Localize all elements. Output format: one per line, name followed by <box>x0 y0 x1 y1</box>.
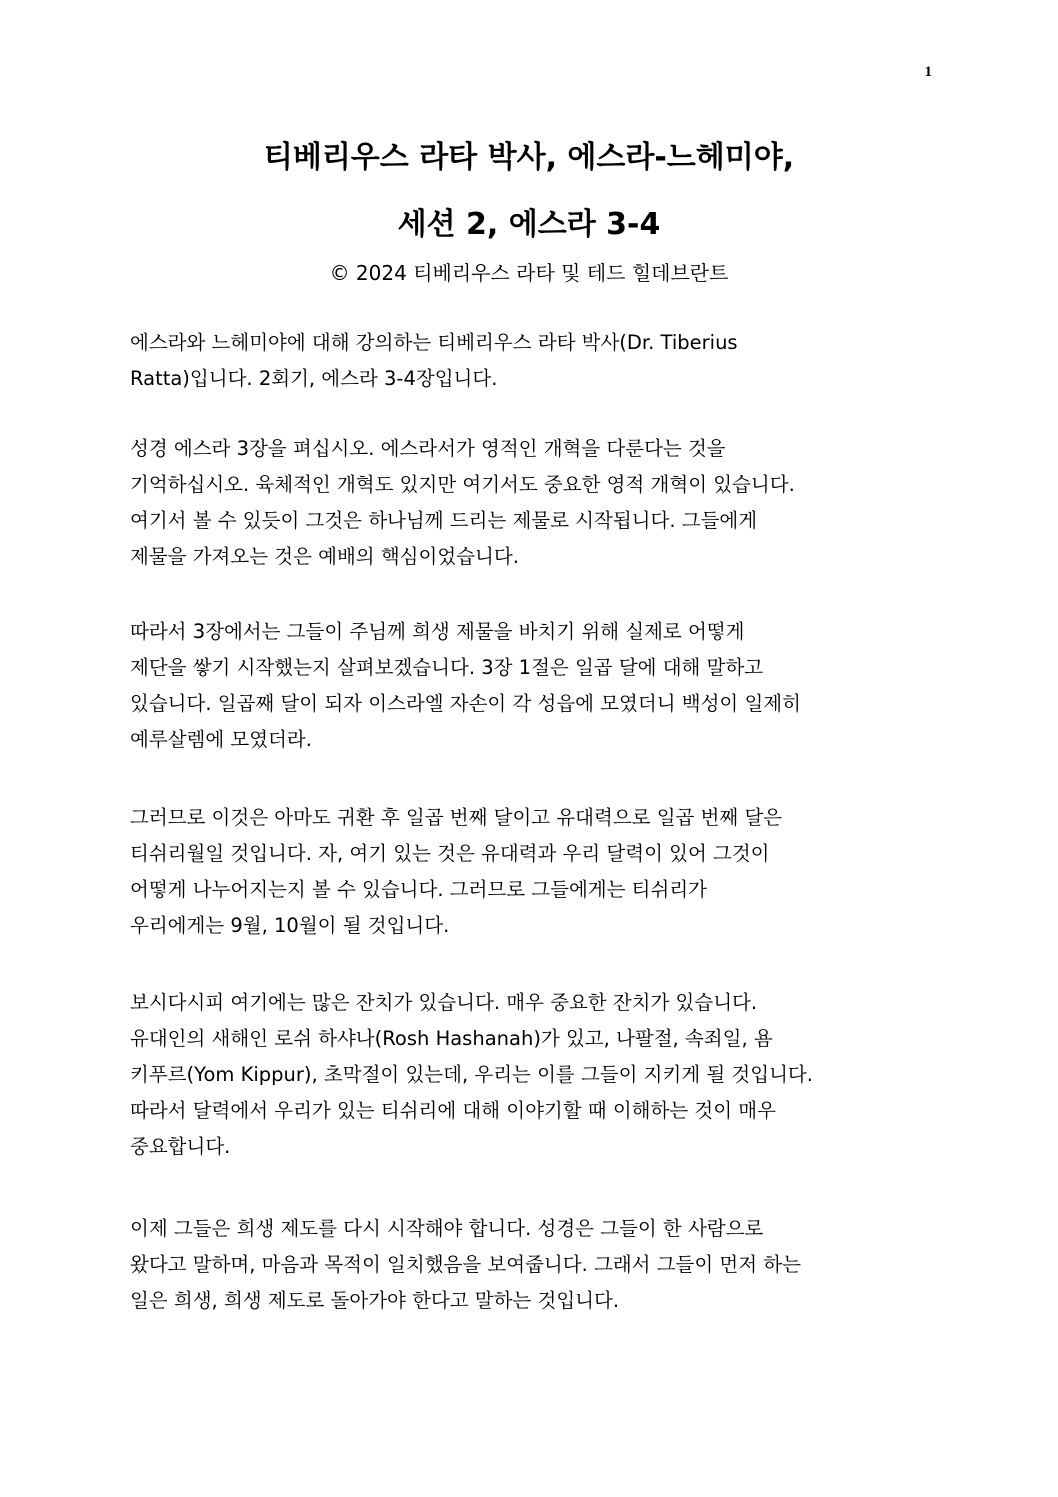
copyright-notice: © 2024 티베리우스 라타 및 테드 힐데브란트 <box>329 261 729 285</box>
text-line: 왔다고 말하며, 마음과 목적이 일치했음을 보여줍니다. 그래서 그들이 먼저 하는 <box>130 1253 801 1276</box>
text-line: 어떻게 나누어지는지 볼 수 있습니다. 그러므로 그들에게는 티쉬리가 <box>130 878 708 901</box>
paragraph <box>130 614 930 758</box>
text-line: 있습니다. 일곱째 달이 되자 이스라엘 자손이 각 성읍에 모였더니 백성이 일제히 <box>130 692 801 715</box>
text-line: 일은 희생, 희생 제도로 돌아가야 한다고 말하는 것입니다. <box>130 1289 620 1312</box>
text-line: 이제 그들은 희생 제도를 다시 시작해야 합니다. 성경은 그들이 한 사람으로 <box>130 1217 764 1240</box>
text-line: 우리에게는 9월, 10월이 될 것입니다. <box>130 914 450 937</box>
text-line: 따라서 3장에서는 그들이 주님께 희생 제물을 바치기 위해 실제로 어떻게 <box>130 620 745 643</box>
text-line: 키푸르(Yom Kippur), 초막절이 있는데, 우리는 이를 그들이 지키게 될 것입니다. <box>130 1063 813 1086</box>
paragraph <box>130 431 930 575</box>
paragraph <box>130 985 930 1165</box>
text-line: 제단을 쌓기 시작했는지 살펴보겠습니다. 3장 1절은 일곱 달에 대해 말하고 <box>130 656 764 679</box>
text-line: 중요합니다. <box>130 1135 231 1158</box>
text-line: 따라서 달력에서 우리가 있는 티쉬리에 대해 이야기할 때 이해하는 것이 매우 <box>130 1099 776 1122</box>
text-line: 기억하십시오. 육체적인 개혁도 있지만 여기서도 중요한 영적 개혁이 있습니다. <box>130 473 795 496</box>
paragraph <box>130 800 930 944</box>
text-line: 여기서 볼 수 있듯이 그것은 하나님께 드리는 제물로 시작됩니다. 그들에게 <box>130 509 758 532</box>
text-line: Ratta)입니다. 2회기, 에스라 3-4장입니다. <box>130 367 498 390</box>
text-line: 예루살렘에 모였더라. <box>130 728 312 751</box>
text-line: 티쉬리월일 것입니다. 자, 여기 있는 것은 유대력과 우리 달력이 있어 그것이 <box>130 842 770 865</box>
page-number: 1 <box>924 64 932 80</box>
text-line: 에스라와 느헤미야에 대해 강의하는 티베리우스 라타 박사(Dr. Tiberius <box>130 331 738 354</box>
paragraph <box>130 325 930 397</box>
text-line: 보시다시피 여기에는 많은 잔치가 있습니다. 매우 중요한 잔치가 있습니다. <box>130 991 758 1014</box>
document-title-line-1: 티베리우스 라타 박사, 에스라-느헤미야, <box>263 140 795 175</box>
paragraph <box>130 1211 930 1319</box>
document-title-line-2: 세션 2, 에스라 3-4 <box>397 207 661 242</box>
text-line: 그러므로 이것은 아마도 귀환 후 일곱 번째 달이고 유대력으로 일곱 번째 달은 <box>130 806 783 829</box>
text-line: 유대인의 새해인 로쉬 하샤나(Rosh Hashanah)가 있고, 나팔절, 속죄일, 욤 <box>130 1027 773 1050</box>
text-line: 제물을 가져오는 것은 예배의 핵심이었습니다. <box>130 545 519 568</box>
text-line: 성경 에스라 3장을 펴십시오. 에스라서가 영적인 개혁을 다룬다는 것을 <box>130 437 726 460</box>
